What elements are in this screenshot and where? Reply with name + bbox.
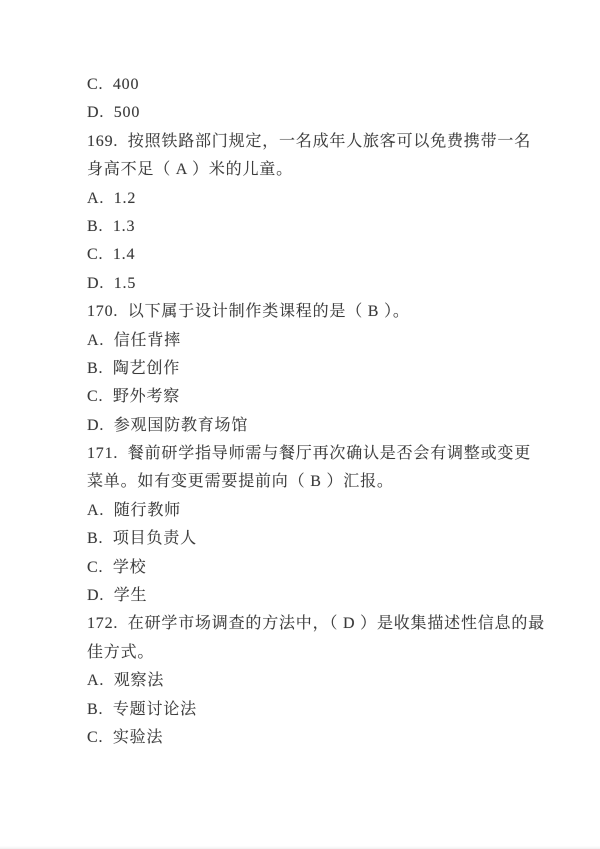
option-line: B. 项目负责人 — [87, 530, 197, 548]
option-line: D. 500 — [87, 104, 141, 122]
option-line: B. 陶艺创作 — [87, 359, 181, 377]
option-line: A. 1.2 — [87, 189, 137, 207]
option-line: D. 1.5 — [87, 274, 137, 292]
option-line: A. 信任背摔 — [87, 331, 181, 349]
option-line: B. 1.3 — [87, 217, 136, 235]
option-line: C. 400 — [87, 76, 140, 93]
question-continuation-line: 菜单。如有变更需要提前向（ B ）汇报。 — [87, 473, 394, 491]
question-line: 170. 以下属于设计制作类课程的是（ B ）。 — [87, 303, 410, 321]
question-line: 171. 餐前研学指导师需与餐厅再次确认是否会有调整或变更 — [87, 445, 532, 463]
option-line: D. 参观国防教育场馆 — [87, 416, 249, 434]
question-list — [87, 71, 545, 752]
option-line: A. 随行教师 — [87, 501, 181, 519]
question-continuation-line: 佳方式。 — [87, 643, 155, 661]
option-line: A. 观察法 — [87, 672, 165, 690]
option-line: C. 学校 — [87, 558, 147, 576]
question-line: 172. 在研学市场调查的方法中，（ D ）是收集描述性信息的最 — [87, 615, 545, 633]
question-continuation-line: 身高不足（ A ）米的儿童。 — [87, 161, 293, 179]
option-line: B. 专题讨论法 — [87, 700, 197, 718]
option-line: C. 野外考察 — [87, 388, 181, 406]
option-line: C. 实验法 — [87, 728, 164, 746]
option-line: D. 学生 — [87, 587, 148, 605]
question-line: 169. 按照铁路部门规定，一名成年人旅客可以免费携带一名 — [87, 132, 532, 150]
option-line: C. 1.4 — [87, 246, 136, 264]
